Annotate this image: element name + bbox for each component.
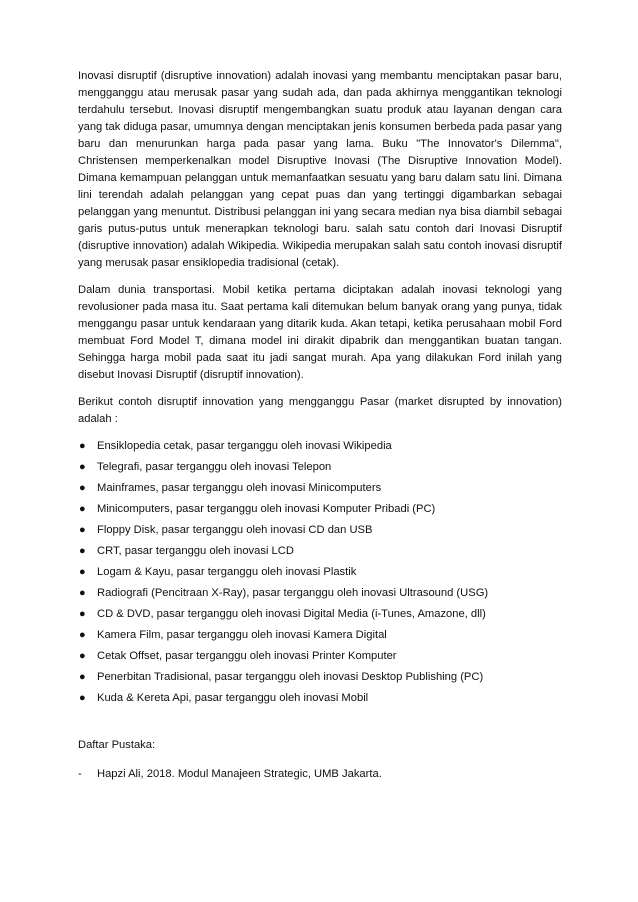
list-item-text: Mainframes, pasar terganggu oleh inovasi Minicomputers: [97, 482, 382, 494]
bullet-icon: ●: [79, 587, 86, 599]
list-item: [78, 627, 562, 644]
list-item: [78, 669, 562, 686]
document-page: [78, 68, 562, 783]
list-item: [78, 501, 562, 518]
list-item: [78, 606, 562, 623]
list-item-text: Penerbitan Tradisional, pasar terganggu oleh inovasi Desktop Publishing (PC): [97, 671, 484, 683]
list-item: [78, 690, 562, 707]
references-list: [78, 766, 562, 783]
list-item-text: CRT, pasar terganggu oleh inovasi LCD: [97, 545, 294, 557]
list-item-text: Minicomputers, pasar terganggu oleh inovasi Komputer Pribadi (PC): [97, 503, 436, 515]
bullet-icon: ●: [79, 440, 86, 452]
references-title: Daftar Pustaka:: [78, 739, 156, 751]
list-item-text: Ensiklopedia cetak, pasar terganggu oleh inovasi Wikipedia: [97, 440, 392, 452]
bullet-icon: ●: [79, 545, 86, 557]
list-item: [78, 480, 562, 497]
bullet-icon: ●: [79, 524, 86, 536]
list-item: [78, 564, 562, 581]
bullet-icon: ●: [79, 503, 86, 515]
paragraph-transportation: Dalam dunia transportasi. Mobil ketika pertama diciptakan adalah inovasi teknologi yang revolusioner pada masa itu. Saat pertama kali ditemukan belum banyak orang yang punya, tidak menggangu pasar untuk kendaraan yang ditarik kuda. Akan tetapi, ketika perusahaan mobil Ford membuat Ford Model T, dimana model ini dirakit dipabrik dan menggantikan buatan tangan. Sehingga harga mobil pada saat itu jadi sangat murah. Apa yang dilakukan Ford inilah yang disebut Inovasi Disruptif (disruptif innovation).: [78, 284, 562, 381]
list-item-text: Telegrafi, pasar terganggu oleh inovasi Telepon: [97, 461, 332, 473]
bullet-icon: ●: [79, 461, 86, 473]
reference-text: Hapzi Ali, 2018. Modul Manajeen Strategic, UMB Jakarta.: [97, 768, 382, 780]
bullet-icon: ●: [79, 692, 86, 704]
reference-item: [78, 766, 562, 783]
bullet-icon: ●: [79, 650, 86, 662]
dash-icon: -: [78, 768, 82, 780]
paragraph-examples-intro: Berikut contoh disruptif innovation yang mengganggu Pasar (market disrupted by innovation) adalah :: [78, 396, 562, 425]
list-item-text: Logam & Kayu, pasar terganggu oleh inovasi Plastik: [97, 566, 357, 578]
paragraph-intro: Inovasi disruptif (disruptive innovation) adalah inovasi yang membantu menciptakan pasar baru, mengganggu atau merusak pasar yang sudah ada, dan pada akhirnya menggantikan teknologi terdahulu tersebut. Inovasi disruptif mengembangkan suatu produk atau layanan dengan cara yang tak diduga pasar, umumnya dengan menciptakan jenis konsumen berbeda pada pasar yang baru dan menurunkan harga pada pasar yang lama. Buku "The Innovator's Dilemma", Christensen memperkenalkan model Disruptive Inovasi (The Disruptive Innovation Model). Dimana kemampuan pelanggan untuk memanfaatkan sesuatu yang baru dalam satu lini. Dimana lini terendah adalah pelanggan yang cepat puas dan yang tertinggi digambarkan sebagai pelanggan yang menuntut. Distribusi pelanggan ini yang secara median nya bisa diambil sebagai garis putus-putus untuk menerapkan teknologi baru. salah satu contoh dari Inovasi Disruptif (disruptive innovation) adalah Wikipedia. Wikipedia merupakan salah satu contoh inovasi disruptif yang merusak pasar ensiklopedia tradisional (cetak).: [78, 70, 562, 269]
list-item: [78, 648, 562, 665]
list-item-text: Radiografi (Pencitraan X-Ray), pasar terganggu oleh inovasi Ultrasound (USG): [97, 587, 489, 599]
bullet-icon: ●: [79, 629, 86, 641]
list-item: [78, 522, 562, 539]
examples-list: [78, 438, 562, 707]
list-item: [78, 543, 562, 560]
list-item-text: Kamera Film, pasar terganggu oleh inovasi Kamera Digital: [97, 629, 387, 641]
list-item-text: CD & DVD, pasar terganggu oleh inovasi Digital Media (i-Tunes, Amazone, dll): [97, 608, 486, 620]
list-item: [78, 459, 562, 476]
list-item-text: Kuda & Kereta Api, pasar terganggu oleh inovasi Mobil: [97, 692, 369, 704]
bullet-icon: ●: [79, 671, 86, 683]
list-item-text: Cetak Offset, pasar terganggu oleh inovasi Printer Komputer: [97, 650, 397, 662]
bullet-icon: ●: [79, 566, 86, 578]
bullet-icon: ●: [79, 608, 86, 620]
bullet-icon: ●: [79, 482, 86, 494]
list-item-text: Floppy Disk, pasar terganggu oleh inovasi CD dan USB: [97, 524, 373, 536]
list-item: [78, 438, 562, 455]
list-item: [78, 585, 562, 602]
